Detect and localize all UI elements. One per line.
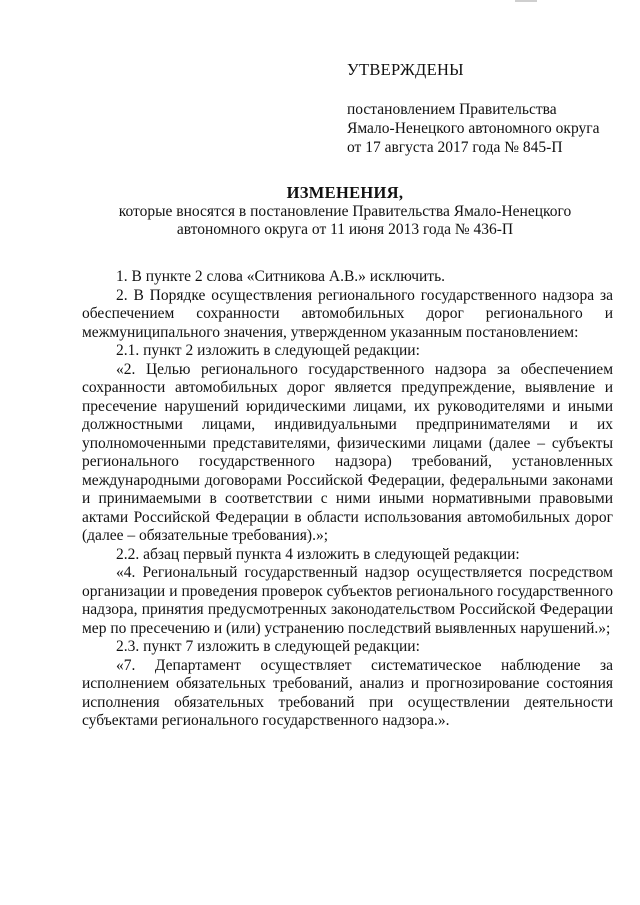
document-body bbox=[82, 268, 613, 731]
approval-line-2: Ямало-Ненецкого автономного округа bbox=[347, 120, 600, 137]
scan-artifact bbox=[515, 0, 537, 2]
paragraph-2-3: 2.3. пункт 7 изложить в следующей редакции: bbox=[116, 638, 420, 655]
document-subtitle-line-1: которые вносятся в постановление Правительства Ямало-Ненецкого bbox=[118, 202, 572, 220]
paragraph-1: 1. В пункте 2 слова «Ситникова А.В.» исключить. bbox=[116, 268, 446, 285]
paragraph-quote-7: «7. Департамент осуществляет систематическое наблюдение за исполнением обязательных требований, анализ и прогнозирование состояния исполнения обязательных требований при осуществлении деятельности субъектами регионального государственного надзора.». bbox=[82, 656, 613, 729]
approval-heading: УТВЕРЖДЕНЫ bbox=[347, 60, 464, 79]
paragraph-2-2: 2.2. абзац первый пункта 4 изложить в следующей редакции: bbox=[116, 545, 520, 563]
document-subtitle-line-2: автономного округа от 11 июня 2013 года № 436-П bbox=[176, 221, 514, 238]
paragraph-2: 2. В Порядке осуществления регионального государственного надзора за обеспечением сохранности автомобильных дорог регионального и межмуниципального значения, утвержденном указанным постановлением: bbox=[82, 286, 613, 341]
document-title: ИЗМЕНЕНИЯ, bbox=[286, 183, 404, 202]
paragraph-quote-2: «2. Целью регионального государственного надзора за обеспечением сохранности автомобильных дорог является предупреждение, выявление и пресечение нарушений юридическими лицами, их руководителями и иными должностными лицами, индивидуальными предпринимателями и их уполномоченными представителями, физическими лицами (далее – субъекты регионального государственного надзора) требований, установленных международными договорами Российской Федерации, федеральными законами и принимаемыми в соответствии с ними иными нормативными правовыми актами Российской Федерации в области использования автомобильных дорог (далее – обязательные требования).»; bbox=[82, 360, 613, 544]
title-block bbox=[78, 184, 612, 240]
approval-block bbox=[347, 60, 627, 157]
paragraph-2-1: 2.1. пункт 2 изложить в следующей редакции: bbox=[116, 342, 420, 359]
approval-line-1: постановлением Правительства bbox=[347, 101, 557, 118]
approval-line-3: от 17 августа 2017 года № 845-П bbox=[347, 139, 563, 156]
paragraph-quote-4: «4. Региональный государственный надзор осуществляется посредством организации и проведения проверок субъектов регионального государственного надзора, принятия предусмотренных законодательством Российской Федерации мер по пресечению и (или) устранению последствий выявленных нарушений.»; bbox=[82, 564, 613, 637]
